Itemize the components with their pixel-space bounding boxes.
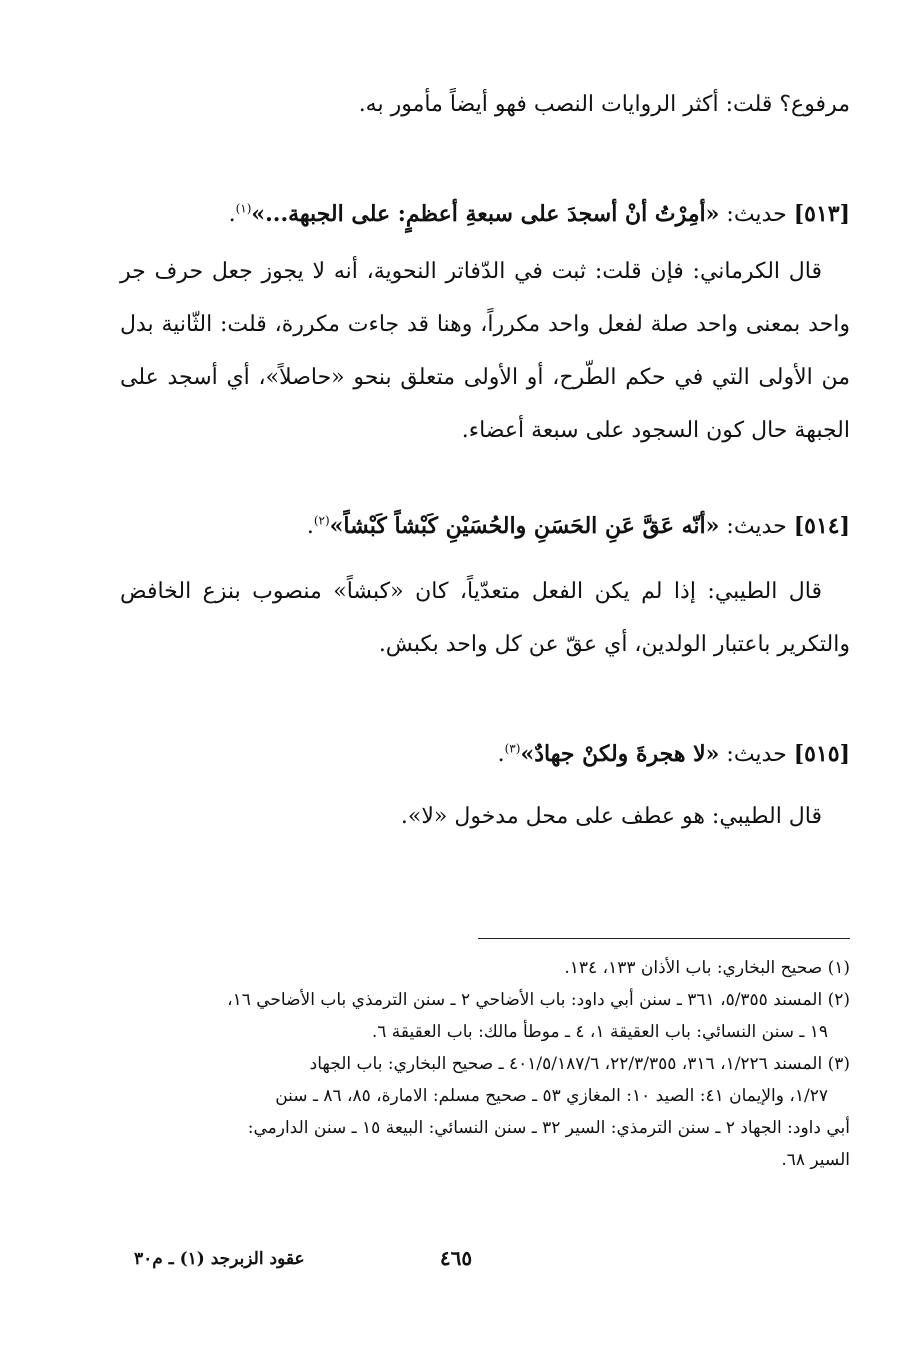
hadith-513-commentary: قال الكرماني: فإن قلت: ثبت في الدّفاتر النحوية، أنه لا يجوز جعل حرف جر واحد بمعنى واحد صلة لفعل واحد مكرراً، وهنا قد جاءت مكررة، قلت: الثّانية بدل من الأولى التي في حكم الطّرح، أو الأولى متعلق بنحو «حاصلاً»، أي أسجد على الجبهة حال كون السجود على سبعة أعضاء. (120, 259, 850, 443)
footnote-ref: (٢) (313, 513, 330, 528)
footnote-divider (478, 938, 850, 939)
footnote-2: (٢) المسند ٥/٣٥٥، ٣٦١ ـ سنن أبي داود: باب الأضاحي ٢ ـ سنن الترمذي باب الأضاحي ١٦، (227, 990, 850, 1010)
hadith-515-heading: [٥١٥] حديث: «لا هجرةَ ولكنْ جهادٌ»$^{(٣)}$. (497, 741, 850, 767)
hadith-text: «لا هجرةَ ولكنْ جهادٌ» (520, 741, 720, 767)
footnote-3: (٣) المسند ١/٢٢٦، ٣١٦، ٢٢/٣/٣٥٥، ٤٠١/٥/١٨٧/٦ ـ صحيح البخاري: باب الجهاد (309, 1054, 850, 1074)
footnote-ref: (١) (235, 201, 252, 216)
hadith-number: [٥١٥] (793, 741, 850, 767)
intro-paragraph: مرفوع؟ قلت: أكثر الروايات النصب فهو أيضاً مأمور به. (358, 92, 850, 117)
footnote-1: (١) صحيح البخاري: باب الأذان ١٣٣، ١٣٤. (564, 958, 850, 978)
footnote-3-continued: ١/٢٧، والإيمان ٤١: الصيد ١٠: المغازي ٥٣ ـ صحيح مسلم: الامارة، ٨٥، ٨٦ ـ سنن (275, 1086, 828, 1106)
hadith-513-heading: [٥١٣] حديث: «أمِرْتُ أنْ أسجدَ على سبعةِ أعظمٍ: على الجبهة...»$^{(١)}$. (228, 201, 850, 227)
hadith-514-commentary: قال الطيبي: إذا لم يكن الفعل متعدّياً، كان «كبشاً» منصوب بنزع الخافض والتكرير باعتبار الولدين، أي عقّ عن كل واحد بكبش. (120, 579, 850, 657)
page-number: ٤٦٥ (439, 1246, 473, 1270)
hadith-514-heading: [٥١٤] حديث: «أنّه عَقَّ عَنِ الحَسَنِ والحُسَيْنِ كَبْشاً كَبْشاً»$^{(٢)}$. (306, 513, 850, 539)
footnote-3-continued: أبي داود: الجهاد ٢ ـ سنن الترمذي: السير ٣٢ ـ سنن النسائي: البيعة ١٥ ـ سنن الدارمي: (247, 1118, 850, 1138)
hadith-label: حديث: (726, 742, 787, 767)
footnote-3-continued: السير ٦٨. (781, 1150, 850, 1170)
running-footer: عقود الزبرجد (١) ـ م٣٠ (134, 1249, 305, 1269)
hadith-515-commentary: قال الطيبي: هو عطف على محل مدخول «لا». (400, 804, 822, 829)
hadith-number: [٥١٣] (793, 201, 850, 227)
hadith-label: حديث: (726, 202, 787, 227)
hadith-label: حديث: (726, 514, 787, 539)
hadith-text: «أمِرْتُ أنْ أسجدَ على سبعةِ أعظمٍ: على الجبهة...» (251, 201, 720, 227)
footnotes (120, 952, 850, 1176)
footnote-ref: (٣) (504, 741, 521, 756)
hadith-number: [٥١٤] (793, 513, 850, 539)
hadith-text: «أنّه عَقَّ عَنِ الحَسَنِ والحُسَيْنِ كَبْشاً كَبْشاً» (329, 513, 720, 539)
footnote-2-continued: ١٩ ـ سنن النسائي: باب العقيقة ١، ٤ ـ موطأ مالك: باب العقيقة ٦. (371, 1022, 828, 1042)
